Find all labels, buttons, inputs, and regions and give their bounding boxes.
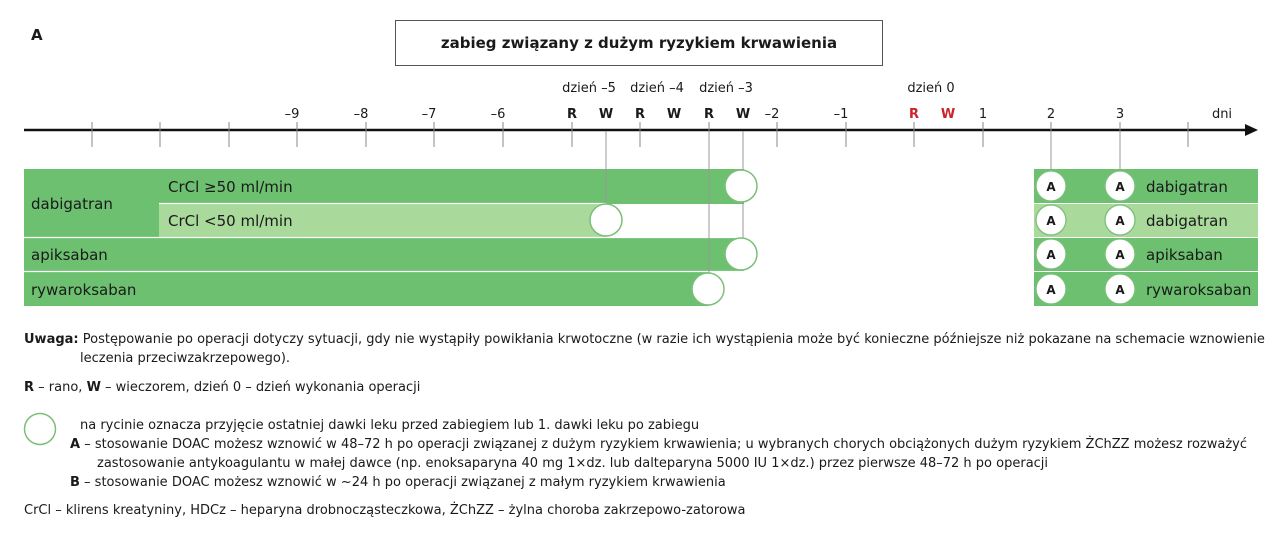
resume-marker: A xyxy=(1115,248,1125,262)
drug-label-dabigatran: dabigatran xyxy=(31,195,113,213)
legend-circle-icon xyxy=(22,412,60,446)
axis-tick-marks xyxy=(92,122,1188,147)
resume-drug-label: rywaroksaban xyxy=(1146,281,1252,299)
last-dose-circle xyxy=(725,170,757,202)
tick-label: –6 xyxy=(490,107,506,122)
panel-letter: A xyxy=(31,26,43,44)
note-block xyxy=(24,330,1269,368)
diagram-title: zabieg związany z dużym ryzykiem krwawienia xyxy=(395,20,883,66)
day-label: dzień –3 xyxy=(699,81,753,96)
circle-legend xyxy=(70,416,1270,492)
resume-marker: A xyxy=(1046,248,1056,262)
crcl-low-gap xyxy=(607,204,744,237)
tick-label: 3 xyxy=(1115,107,1125,122)
key-r: R xyxy=(24,380,35,395)
last-dose-circle xyxy=(590,204,622,236)
abbreviations: CrCl – klirens kreatyniny, HDCz – heparyna drobnocząsteczkowa, ŻChZZ – żylna choroba zakrzepowo-zatorowa xyxy=(24,503,746,518)
drug-label-rivaroxaban: rywaroksaban xyxy=(31,281,137,299)
tick-label: 2 xyxy=(1046,107,1056,122)
time-key xyxy=(24,378,420,397)
circle-legend-text: na rycinie oznacza przyjęcie ostatniej dawki leku przed zabiegiem lub 1. dawki leku po zabiegu xyxy=(80,418,700,433)
legend-b: B xyxy=(70,475,80,490)
axis-unit-label: dni xyxy=(1211,107,1233,122)
morning-marker: R xyxy=(703,107,715,122)
resume-marker: A xyxy=(1115,283,1125,297)
legend-a: A xyxy=(70,437,81,452)
note-text: Postępowanie po operacji dotyczy sytuacji, gdy nie wystąpiły powikłania krwotoczne (w razie ich wystąpienia może być konieczne późniejsze niż pokazane na schemacie wznowienie xyxy=(82,332,1265,347)
resume-drug-label: dabigatran xyxy=(1146,212,1228,230)
note-text-cont: leczenia przeciwzakrzepowego). xyxy=(80,351,291,366)
evening-marker: W xyxy=(598,107,614,122)
key-r-text: – rano, xyxy=(34,380,87,395)
axis-arrow-icon xyxy=(1245,124,1258,136)
drug-label-apixaban: apiksaban xyxy=(31,246,108,264)
morning-marker: R xyxy=(566,107,578,122)
tick-label: –7 xyxy=(421,107,437,122)
crcl-high-label: CrCl ≥50 ml/min xyxy=(168,178,293,196)
apixaban-bar xyxy=(24,238,744,271)
resume-drug-label: dabigatran xyxy=(1146,178,1228,196)
legend-a-text-cont: zastosowanie antykoagulantu w małej dawce (np. enoksaparyna 40 mg 1×dz. lub dalteparyna 5000 IU 1×dz.) przez pierwsze 48–72 h po operacji xyxy=(97,456,1049,471)
tick-label: –2 xyxy=(764,107,780,122)
day-label: dzień –4 xyxy=(630,81,684,96)
day-label: dzień 0 xyxy=(907,81,955,96)
key-w-text: – wieczorem, dzień 0 – dzień wykonania operacji xyxy=(100,380,421,395)
resume-marker: A xyxy=(1046,180,1056,194)
tick-label: –8 xyxy=(353,107,369,122)
morning-marker-day0: R xyxy=(908,107,920,122)
resume-marker: A xyxy=(1046,214,1056,228)
resume-marker: A xyxy=(1115,180,1125,194)
resume-marker: A xyxy=(1046,283,1056,297)
last-dose-circle xyxy=(725,238,757,270)
resume-drug-label: apiksaban xyxy=(1146,246,1223,264)
legend-b-text: – stosowanie DOAC możesz wznowić w ~24 h po operacji związanej z małym ryzykiem krwawienia xyxy=(79,475,726,490)
crcl-low-label: CrCl <50 ml/min xyxy=(168,212,293,230)
day-label: dzień –5 xyxy=(562,81,616,96)
last-dose-circle xyxy=(692,273,724,305)
resume-marker: A xyxy=(1115,214,1125,228)
tick-label: –1 xyxy=(833,107,849,122)
tick-label: –9 xyxy=(284,107,300,122)
morning-marker: R xyxy=(634,107,646,122)
legend-a-text: – stosowanie DOAC możesz wznowić w 48–72 h po operacji związanej z dużym ryzykiem krwawienia; u wybranych chorych obciążonych dużym ryzykiem ŻChZZ możesz rozważyć xyxy=(80,437,1247,452)
evening-marker-day0: W xyxy=(940,107,956,122)
evening-marker: W xyxy=(666,107,682,122)
tick-label: 1 xyxy=(978,107,988,122)
evening-marker: W xyxy=(735,107,751,122)
key-w: W xyxy=(86,380,101,395)
note-label: Uwaga: xyxy=(24,332,79,347)
